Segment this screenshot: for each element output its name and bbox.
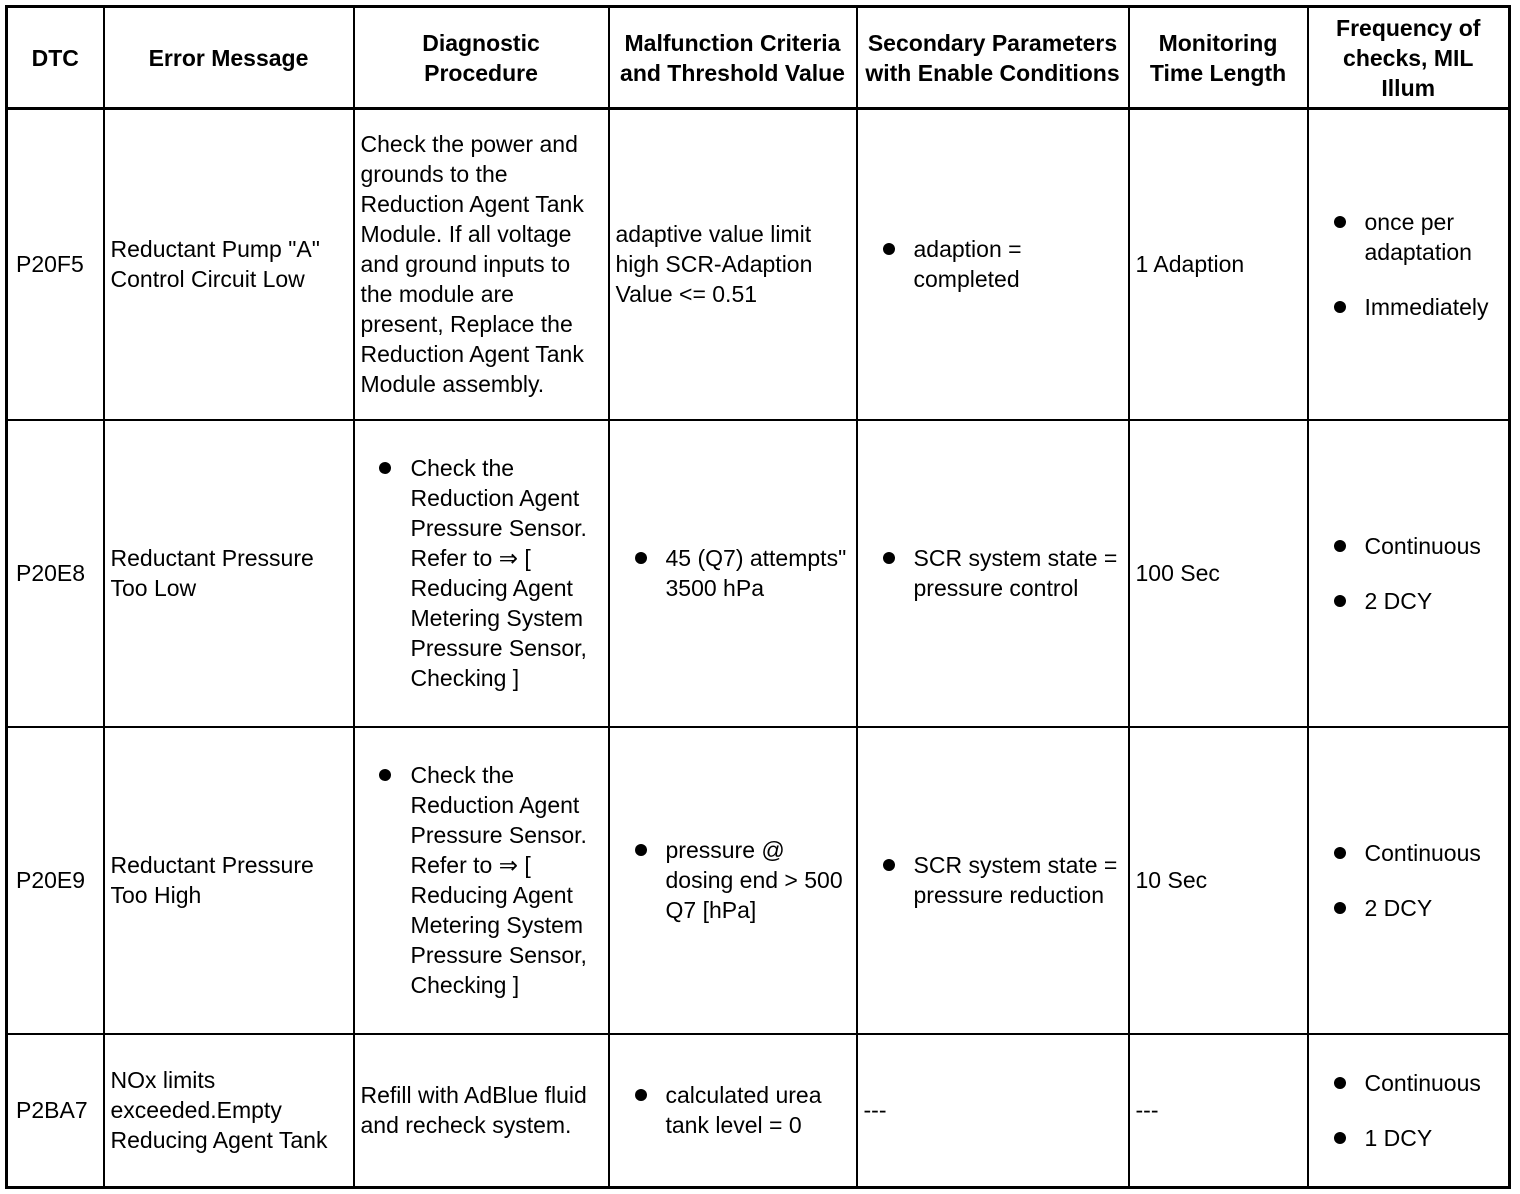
frequency [1308,109,1510,420]
malfunction-criteria: adaptive value limit high SCR-Adaption Value <= 0.51 [609,109,857,420]
diagnostic-procedure [354,420,609,727]
frequency [1308,727,1510,1034]
list-item: 2 DCY [1315,586,1504,616]
list-item: 1 DCY [1315,1123,1504,1153]
frequency [1308,1034,1510,1188]
malfunction-criteria [609,727,857,1034]
bullet-list [1315,1068,1504,1153]
list-item: adaption = completed [864,234,1123,294]
bullet-list [361,760,603,1000]
list-item: 45 (Q7) attempts" 3500 hPa [616,543,851,603]
header-diagnostic-procedure: Diagnostic Procedure [354,7,609,109]
table-row [7,727,1510,1034]
monitoring-time: 1 Adaption [1129,109,1308,420]
diagnostic-procedure: Refill with AdBlue fluid and recheck system. [354,1034,609,1188]
dtc-code: P20F5 [7,109,104,420]
list-item: SCR system state = pressure control [864,543,1123,603]
list-item: Continuous [1315,531,1504,561]
bullet-list [864,234,1123,294]
list-item: Check the Reduction Agent Pressure Sensor. Refer to ⇒ [ Reducing Agent Metering System Pressure Sensor, Checking ] [361,453,603,693]
bullet-icon [1334,216,1346,228]
list-item: 2 DCY [1315,893,1504,923]
dtc-table [5,5,1511,1189]
list-item: calculated urea tank level = 0 [616,1080,851,1140]
list-item: Check the Reduction Agent Pressure Sensor. Refer to ⇒ [ Reducing Agent Metering System Pressure Sensor, Checking ] [361,760,603,1000]
table-row [7,420,1510,727]
bullet-icon [883,243,895,255]
bullet-list [864,543,1123,603]
bullet-list [616,1080,851,1140]
bullet-list [864,850,1123,910]
list-item: pressure @ dosing end > 500 Q7 [hPa] [616,835,851,925]
monitoring-time: --- [1129,1034,1308,1188]
header-error-message: Error Message [104,7,354,109]
secondary-parameters [857,727,1129,1034]
bullet-icon [379,769,391,781]
dtc-code: P20E9 [7,727,104,1034]
bullet-icon [635,1089,647,1101]
malfunction-criteria [609,420,857,727]
bullet-icon [1334,847,1346,859]
bullet-icon [1334,1077,1346,1089]
bullet-list [616,543,851,603]
header-dtc: DTC [7,7,104,109]
bullet-icon [1334,902,1346,914]
bullet-icon [635,844,647,856]
bullet-icon [1334,1132,1346,1144]
error-message: NOx limits exceeded.Empty Reducing Agent Tank [104,1034,354,1188]
dtc-code: P20E8 [7,420,104,727]
bullet-list [616,835,851,925]
secondary-parameters [857,109,1129,420]
error-message: Reductant Pump "A" Control Circuit Low [104,109,354,420]
error-message: Reductant Pressure Too Low [104,420,354,727]
bullet-icon [635,552,647,564]
list-item: SCR system state = pressure reduction [864,850,1123,910]
malfunction-criteria [609,1034,857,1188]
secondary-parameters: --- [857,1034,1129,1188]
list-item: once per adaptation [1315,207,1504,267]
diagnostic-procedure [354,727,609,1034]
list-item: Continuous [1315,1068,1504,1098]
bullet-icon [883,859,895,871]
header-malfunction-criteria: Malfunction Criteria and Threshold Value [609,7,857,109]
table-row [7,1034,1510,1188]
diagnostic-procedure: Check the power and grounds to the Reduction Agent Tank Module. If all voltage and ground inputs to the module are present, Replace the Reduction Agent Tank Module assembly. [354,109,609,420]
bullet-list [1315,531,1504,616]
bullet-icon [883,552,895,564]
monitoring-time: 100 Sec [1129,420,1308,727]
bullet-icon [1334,301,1346,313]
header-frequency: Frequency of checks, MIL Illum [1308,7,1510,109]
dtc-code: P2BA7 [7,1034,104,1188]
header-secondary-parameters: Secondary Parameters with Enable Conditions [857,7,1129,109]
list-item: Immediately [1315,292,1504,322]
header-monitoring-time: Monitoring Time Length [1129,7,1308,109]
bullet-list [1315,838,1504,923]
bullet-icon [1334,540,1346,552]
header-row [7,7,1510,109]
monitoring-time: 10 Sec [1129,727,1308,1034]
bullet-icon [379,462,391,474]
error-message: Reductant Pressure Too High [104,727,354,1034]
secondary-parameters [857,420,1129,727]
list-item: Continuous [1315,838,1504,868]
bullet-icon [1334,595,1346,607]
table-row [7,109,1510,420]
frequency [1308,420,1510,727]
bullet-list [361,453,603,693]
bullet-list [1315,207,1504,322]
